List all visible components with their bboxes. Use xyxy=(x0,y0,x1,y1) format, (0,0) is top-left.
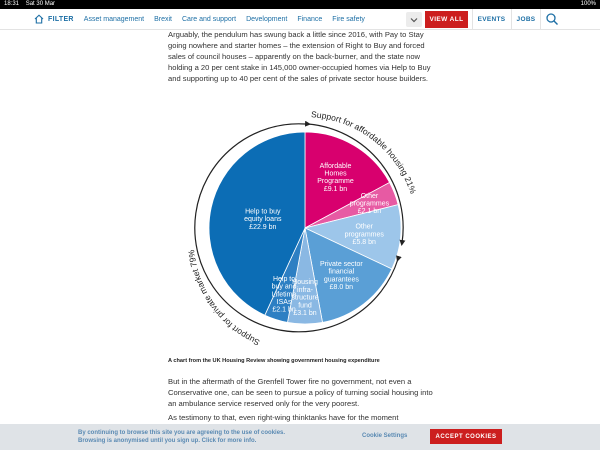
ios-status-bar xyxy=(0,0,600,9)
nav-link-brexit[interactable]: Brexit xyxy=(154,15,172,23)
status-battery: 100% xyxy=(580,1,596,7)
pie-slice-label: Housing infra-structure fund £3.1 bn xyxy=(291,279,319,317)
events-link[interactable]: EVENTS xyxy=(472,9,510,30)
accept-cookies-button[interactable]: ACCEPT COOKIES xyxy=(430,429,502,444)
nav-link-asset-management[interactable]: Asset management xyxy=(83,15,145,23)
article-paragraph: Arguably, the pendulum has swung back a little since 2016, with Pay to Stay going nowhere and starter homes – the extension of Right to Buy and forced sales of council houses – apparently on the back-burner, and the state now holding a 20 per cent stake in 145,000 owner-occupied homes via Help to Buy and supporting up to 40 per cent of the sales of private sector house builders. xyxy=(168,30,431,83)
pie-slice-label: Other programmes £5.8 bn xyxy=(344,223,384,246)
filter-button[interactable]: FILTER xyxy=(48,15,74,23)
nav-link-care-and-support[interactable]: Care and support xyxy=(182,15,237,23)
jobs-link[interactable]: JOBS xyxy=(511,9,541,30)
nav-link-development[interactable]: Development xyxy=(246,15,288,23)
article-paragraph: As testimony to that, even right-wing thinktanks have for the moment xyxy=(168,413,399,422)
pie-slice-label: Other programmes £2.1 bn xyxy=(349,192,390,216)
nav-link-fire-safety[interactable]: Fire safety xyxy=(332,15,365,23)
cookie-banner xyxy=(0,424,600,450)
home-icon[interactable] xyxy=(34,14,44,24)
pie-slice-label: Private sector financial guarantees £8.0 bn xyxy=(319,261,363,292)
pie-slice-label: Help to buy equity loans £22.9 bn xyxy=(244,208,282,231)
cookie-message-line: By continuing to browse this site you are agreeing to the use of cookies. xyxy=(78,430,286,436)
private-market-arc-label: Support for private market 79% xyxy=(186,249,262,348)
pie-slice-label: Help to buy and Lifetime ISAs £2.1 bn xyxy=(271,275,297,314)
article-paragraph: But in the aftermath of the Grenfell Tower fire no government, not even a Conservative one, can be seen to pursue a policy of turning social housing into an ambulance service reserved only for the very poorest. xyxy=(168,377,433,408)
expand-categories-button[interactable] xyxy=(406,12,422,27)
nav-link-finance[interactable]: Finance xyxy=(297,15,323,23)
view-all-button[interactable]: VIEW ALL xyxy=(425,11,468,28)
status-time: 18:31 xyxy=(4,1,20,7)
pie-slice-label: Affordable Homes Programme £9.1 bn xyxy=(317,162,354,193)
cookie-settings-link[interactable]: Cookie Settings xyxy=(362,433,408,439)
status-date: Sat 30 Mar xyxy=(25,1,56,7)
chart-caption: A chart from the UK Housing Review showing government housing expenditure xyxy=(168,358,380,364)
cookie-message-line: Browsing is anonymised until you sign up. Click for more info. xyxy=(78,438,257,444)
affordable-housing-arc-label: Support for affordable housing 21% xyxy=(310,109,419,195)
search-icon[interactable] xyxy=(545,12,559,26)
housing-expenditure-pie-chart xyxy=(180,93,430,355)
chevron-down-icon xyxy=(410,17,418,23)
top-navigation xyxy=(0,9,600,30)
cookie-message[interactable] xyxy=(78,429,338,445)
